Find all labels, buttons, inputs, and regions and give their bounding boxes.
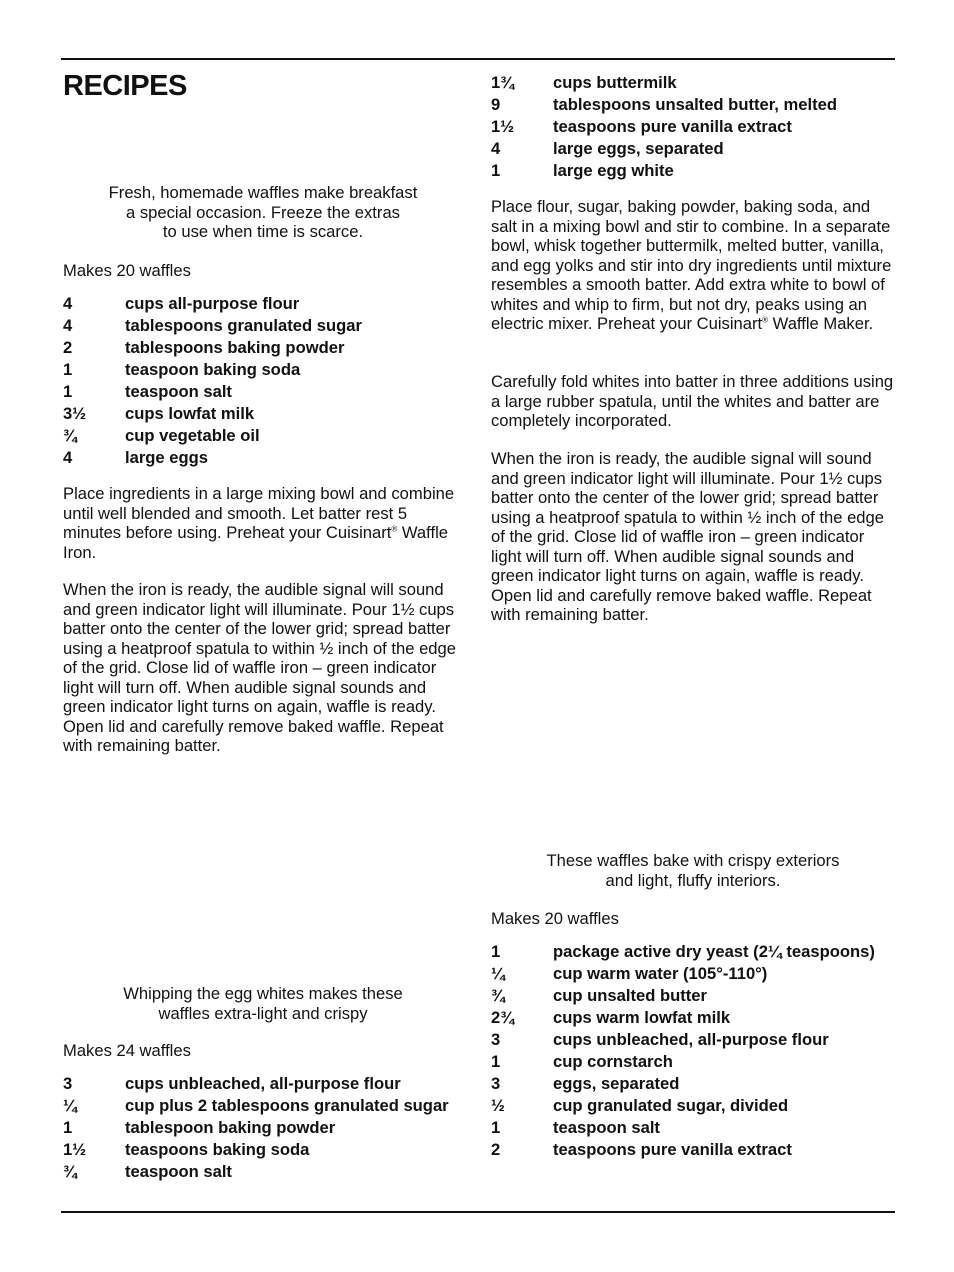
ingredient-row (491, 1029, 895, 1051)
ingredient-item: cup vegetable oil (125, 426, 260, 445)
ingredient-qty: 9 (491, 95, 501, 114)
ingredient-qty: 1½ (63, 1140, 87, 1159)
ingredient-item: cup cornstarch (553, 1052, 673, 1071)
ingredient-qty: 3 (63, 1074, 73, 1093)
ingredient-item: package active dry yeast (2¼ teaspoons) (553, 942, 875, 961)
bottom-rule (61, 1211, 895, 1213)
page-heading: RECIPES (63, 70, 187, 102)
ingredient-qty: 4 (491, 139, 501, 158)
ingredient-row (491, 160, 895, 182)
ingredient-row (63, 293, 463, 315)
ingredient-qty: 3½ (63, 404, 87, 423)
ingredient-qty: 3 (491, 1074, 501, 1093)
ingredient-row (63, 1161, 463, 1183)
ingredient-item: tablespoon baking powder (125, 1118, 336, 1137)
ingredient-qty: ½ (491, 1096, 505, 1115)
ingredient-row (63, 447, 463, 469)
top-rule (61, 58, 895, 60)
recipe1-intro-line: a special occasion. Freeze the extras (126, 202, 400, 222)
ingredient-item: cup warm water (105°-110°) (553, 964, 768, 983)
ingredient-item: tablespoons baking powder (125, 338, 345, 357)
recipe1-intro-line: Fresh, homemade waffles make breakfast (108, 183, 418, 202)
ingredient-row (63, 337, 463, 359)
ingredient-item: eggs, separated (553, 1074, 680, 1093)
recipe1-step-1: Place ingredients in a large mixing bowl and combine until well blended and smooth. Let batter rest 5 minutes before using. Preheat your Cuisinart® Waffle Iron. (63, 484, 455, 562)
ingredient-item: tablespoons granulated sugar (125, 316, 362, 335)
recipe2-step-3: When the iron is ready, the audible signal will sound and green indicator light will illuminate. Pour 1½ cups batter onto the center of the lower grid; spread batter using a heatproof spatula to within ½ inch of the edge of the grid. Close lid of waffle iron – green indicator light will turn off. When audible signal sounds and green indicator light turns on again, waffle is ready. Open lid and carefully remove baked waffle. Repeat with remaining batter. (491, 449, 884, 624)
ingredient-row (491, 963, 895, 985)
ingredient-qty: 1¾ (491, 73, 515, 92)
ingredient-qty: 1 (491, 942, 501, 961)
ingredient-qty: ¾ (63, 1162, 77, 1181)
recipe3-intro (491, 851, 895, 890)
ingredient-qty: ¾ (491, 986, 505, 1005)
ingredient-row (491, 72, 895, 94)
ingredient-qty: 1 (63, 360, 73, 379)
ingredient-item: cups buttermilk (553, 73, 677, 92)
ingredient-qty: 1 (491, 1118, 501, 1137)
ingredient-item: cups lowfat milk (125, 404, 255, 423)
ingredient-row (491, 1073, 895, 1095)
recipe2-yield: Makes 24 waffles (63, 1041, 191, 1060)
ingredient-row (491, 1007, 895, 1029)
recipe3-intro-line: These waffles bake with crispy exteriors (546, 851, 840, 870)
ingredient-row (63, 1095, 463, 1117)
recipe2-intro-line: Whipping the egg whites makes these (123, 984, 403, 1003)
ingredient-qty: 2 (491, 1140, 501, 1159)
ingredient-row (63, 1073, 463, 1095)
ingredient-item: teaspoon salt (125, 1162, 232, 1181)
ingredient-item: teaspoons pure vanilla extract (553, 1140, 792, 1159)
recipe2-intro-line: waffles extra-light and crispy (158, 1003, 368, 1023)
ingredient-qty: 4 (63, 316, 73, 335)
ingredient-row (63, 1117, 463, 1139)
ingredient-qty: ¼ (63, 1096, 77, 1115)
ingredient-row (491, 985, 895, 1007)
ingredient-row (63, 315, 463, 337)
ingredient-item: teaspoon baking soda (125, 360, 301, 379)
ingredient-row (491, 116, 895, 138)
ingredient-qty: 1 (491, 1052, 501, 1071)
ingredient-row (63, 381, 463, 403)
ingredient-qty: 4 (63, 448, 73, 467)
recipe3-ingredients (491, 941, 895, 1161)
ingredient-row (491, 1095, 895, 1117)
ingredient-row (491, 1139, 895, 1161)
ingredient-qty: ¾ (63, 426, 77, 445)
ingredient-item: large eggs, separated (553, 139, 724, 158)
ingredient-item: large egg white (553, 161, 674, 180)
ingredient-item: teaspoon salt (125, 382, 232, 401)
recipe3-intro-line: and light, fluffy interiors. (605, 870, 781, 890)
ingredient-qty: 1 (63, 1118, 73, 1137)
recipe1-yield: Makes 20 waffles (63, 261, 191, 280)
ingredient-row (491, 1051, 895, 1073)
ingredient-item: large eggs (125, 448, 209, 467)
ingredient-item: teaspoon salt (553, 1118, 660, 1137)
ingredient-item: teaspoons baking soda (125, 1140, 310, 1159)
ingredient-row (491, 94, 895, 116)
recipe2-ingredients-right (491, 72, 895, 182)
ingredient-qty: 3 (491, 1030, 501, 1049)
recipe1-intro-line: to use when time is scarce. (162, 222, 364, 241)
recipe2-step-1: Place flour, sugar, baking powder, baking soda, and salt in a mixing bowl and stir to combine. In a separate bowl, whisk together buttermilk, melted butter, vanilla, and egg yolks and stir into dry ingredients until mixture resembles a smooth batter. Add extra white to bowl of whites and whip to firm, but not dry, peaks using an electric mixer. Preheat your Cuisinart® Waffle Maker. (491, 197, 892, 333)
ingredient-row (63, 425, 463, 447)
recipe1-intro (63, 183, 463, 242)
recipe2-intro (63, 984, 463, 1023)
ingredient-item: tablespoons unsalted butter, melted (553, 95, 837, 114)
recipe2-ingredients-left (63, 1073, 463, 1183)
ingredient-row (63, 1139, 463, 1161)
ingredient-item: teaspoons pure vanilla extract (553, 117, 792, 136)
ingredient-item: cups all-purpose flour (125, 294, 300, 313)
ingredient-qty: ¼ (491, 964, 505, 983)
ingredient-item: cups warm lowfat milk (553, 1008, 731, 1027)
ingredient-item: cup plus 2 tablespoons granulated sugar (125, 1096, 449, 1115)
ingredient-row (491, 1117, 895, 1139)
recipe2-step-2: Carefully fold whites into batter in three additions using a large rubber spatula, until the whites and batter are completely incorporated. (491, 372, 894, 430)
ingredient-qty: 4 (63, 294, 73, 313)
ingredient-qty: 1½ (491, 117, 515, 136)
ingredient-item: cups unbleached, all-purpose flour (553, 1030, 829, 1049)
ingredient-row (491, 138, 895, 160)
ingredient-item: cup granulated sugar, divided (553, 1096, 789, 1115)
ingredient-qty: 2¾ (491, 1008, 515, 1027)
ingredient-row (63, 359, 463, 381)
ingredient-row (491, 941, 895, 963)
ingredient-item: cup unsalted butter (553, 986, 707, 1005)
recipe3-yield: Makes 20 waffles (491, 909, 619, 928)
ingredient-row (63, 403, 463, 425)
ingredient-qty: 1 (63, 382, 73, 401)
ingredient-qty: 1 (491, 161, 501, 180)
ingredient-item: cups unbleached, all-purpose flour (125, 1074, 401, 1093)
recipe1-step-2: When the iron is ready, the audible signal will sound and green indicator light will illuminate. Pour 1½ cups batter onto the center of the lower grid; spread batter using a heatproof spatula to within ½ inch of the edge of the grid. Close lid of waffle iron – green indicator light will turn off. When audible signal sounds and green indicator light turns on again, waffle is ready. Open lid and carefully remove baked waffle. Repeat with remaining batter. (63, 580, 456, 755)
recipe1-ingredients (63, 293, 463, 469)
ingredient-qty: 2 (63, 338, 73, 357)
